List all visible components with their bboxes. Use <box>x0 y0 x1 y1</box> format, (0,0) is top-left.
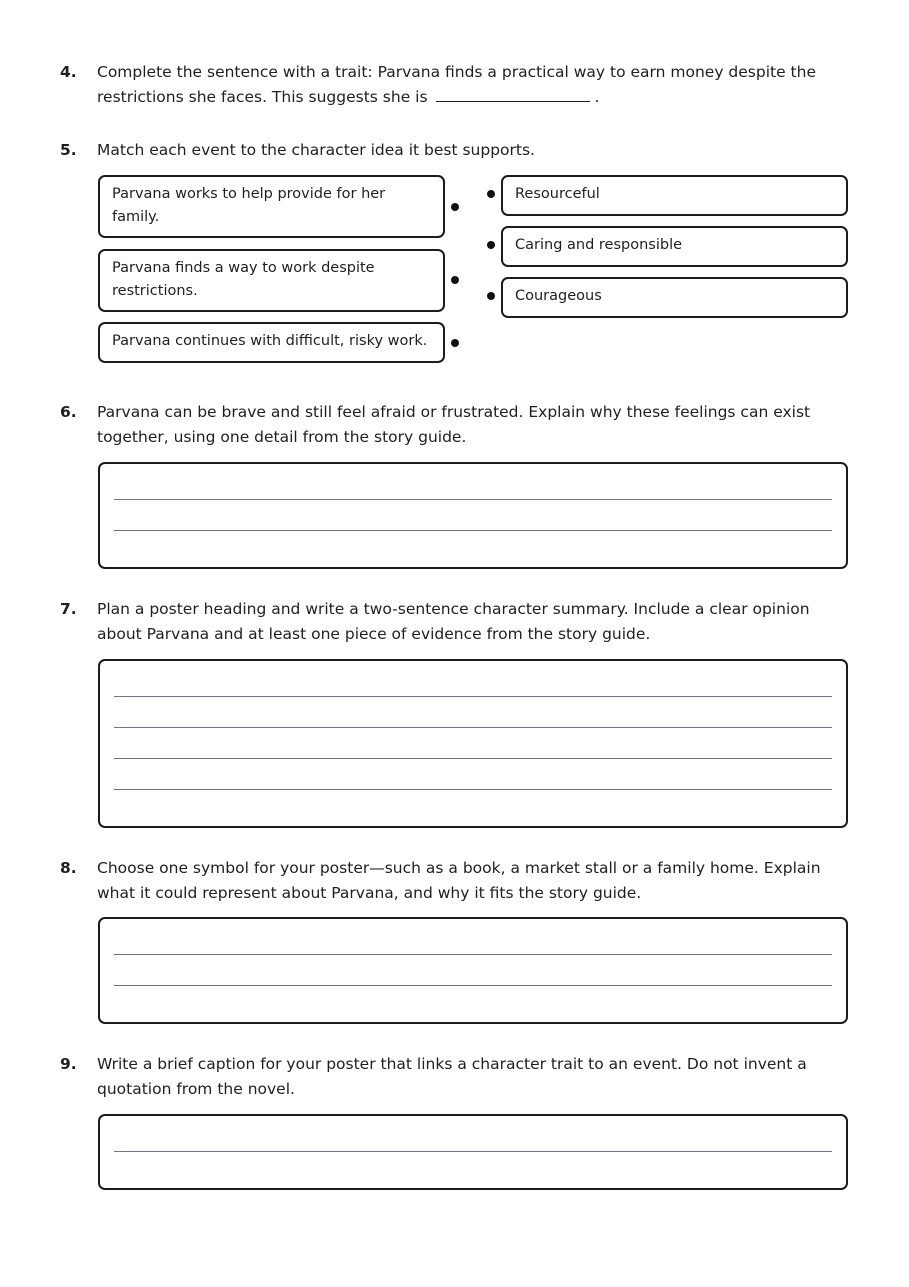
question-number: 6. <box>60 403 77 421</box>
question-text: Plan a poster heading and write a two-sentence character summary. Include a clear opinion about Parvana and at least one piece of evidence from the story guide. <box>97 600 810 643</box>
answer-box[interactable] <box>98 917 848 1024</box>
idea-connector-dot[interactable] <box>487 292 495 300</box>
answer-box[interactable] <box>98 462 848 569</box>
question-number: 9. <box>60 1055 77 1073</box>
answer-box[interactable] <box>98 1114 848 1190</box>
idea-card[interactable]: Resourceful <box>501 175 848 216</box>
event-card[interactable]: Parvana works to help provide for her family. <box>98 175 445 238</box>
question-prompt: Complete the sentence with a trait: Parvana finds a practical way to earn money despite the restrictions she faces. This suggests she is <box>97 63 816 106</box>
event-connector-dot[interactable] <box>451 276 459 284</box>
idea-card[interactable]: Caring and responsible <box>501 226 848 267</box>
question-number: 8. <box>60 859 77 877</box>
event-connector-dot[interactable] <box>451 203 459 211</box>
question-text: Write a brief caption for your poster that links a character trait to an event. Do not invent a quotation from the novel. <box>97 1055 807 1098</box>
question-number: 7. <box>60 600 77 618</box>
question-text: Match each event to the character idea it best supports. <box>97 141 535 159</box>
writing-line <box>114 727 832 728</box>
question-number: 5. <box>60 141 77 159</box>
idea-card[interactable]: Courageous <box>501 277 848 318</box>
event-card[interactable]: Parvana finds a way to work despite restrictions. <box>98 249 445 312</box>
question-text: Parvana can be brave and still feel afraid or frustrated. Explain why these feelings can exist together, using one detail from the story guide. <box>97 403 811 446</box>
idea-connector-dot[interactable] <box>487 241 495 249</box>
writing-line <box>114 530 832 531</box>
question-text: Choose one symbol for your poster—such as a book, a market stall or a family home. Explain what it could represent about Parvana, and why it fits the story guide. <box>97 859 821 902</box>
writing-line <box>114 985 832 986</box>
question-number: 4. <box>60 63 77 81</box>
sentence-end: . <box>594 88 600 106</box>
writing-line <box>114 696 832 697</box>
event-card[interactable]: Parvana continues with difficult, risky work. <box>98 322 445 363</box>
writing-line <box>114 1151 832 1152</box>
event-connector-dot[interactable] <box>451 339 459 347</box>
answer-box[interactable] <box>98 659 848 828</box>
writing-line <box>114 789 832 790</box>
writing-line <box>114 758 832 759</box>
idea-connector-dot[interactable] <box>487 190 495 198</box>
writing-line <box>114 499 832 500</box>
fill-in-blank[interactable] <box>436 87 590 102</box>
writing-line <box>114 954 832 955</box>
question-text <box>97 60 857 110</box>
